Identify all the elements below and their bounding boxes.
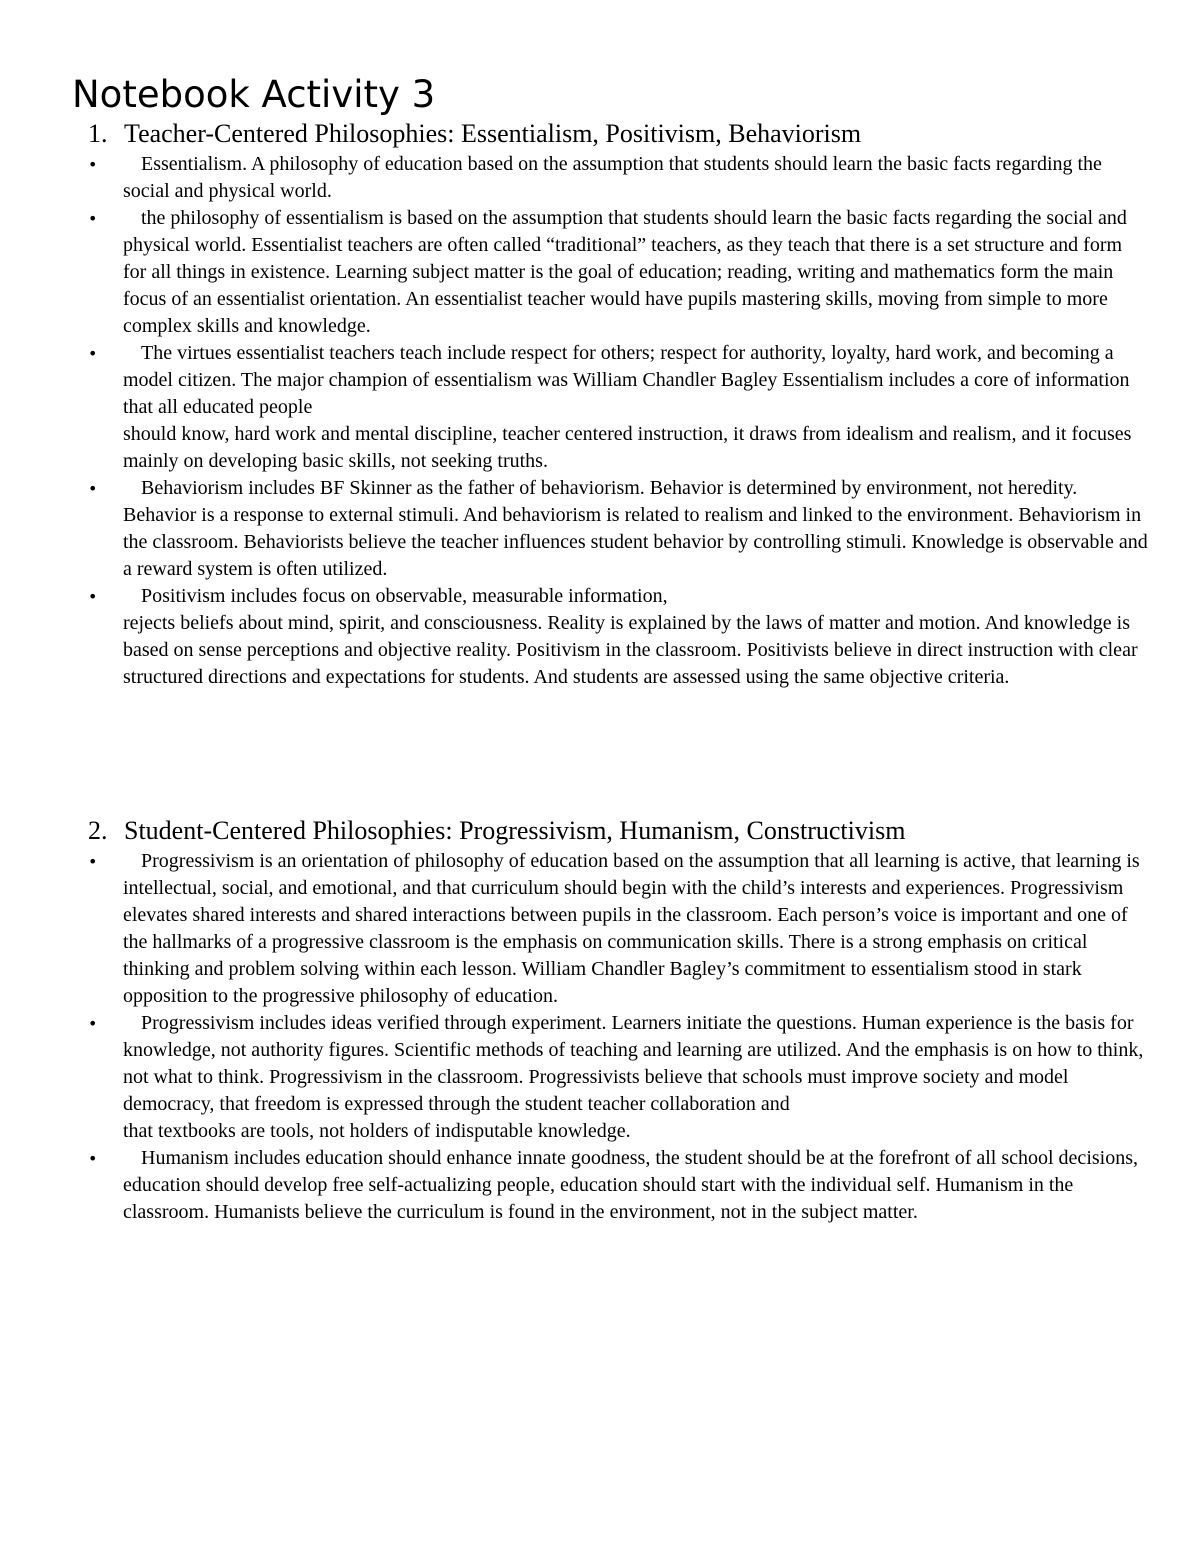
list-item-continuation: rejects beliefs about mind, spirit, and consciousness. Reality is explained by the laws of matter and motion. And knowledge is based on sense perceptions and objective reality. Positivism in the classroom. Positivists believe in direct instruction with clear structured directions and expectations for students. And students are assessed using the same objective criteria. [123, 612, 1138, 688]
section-1-heading [88, 118, 861, 150]
list-item [88, 475, 1148, 583]
bullet-icon: • [88, 155, 98, 174]
bullet-icon: • [88, 852, 98, 871]
list-item [88, 151, 1148, 205]
list-item [88, 1145, 1148, 1226]
list-item-text: the philosophy of essentialism is based on the assumption that students should learn the basic facts regarding the social and physical world. Essentialist teachers are often called “traditional” teachers, as they teach that there is a set structure and form for all things in existence. Learning subject matter is the goal of education; reading, writing and mathematics form the main focus of an essentialist orientation. An essentialist teacher would have pupils mastering skills, moving from simple to more complex skills and knowledge. [123, 207, 1127, 337]
document-title: Notebook Activity 3 [72, 73, 436, 116]
section-1-title: Teacher-Centered Philosophies: Essentialism, Positivism, Behaviorism [124, 119, 862, 148]
list-item-text: The virtues essentialist teachers teach include respect for others; respect for authority, loyalty, hard work, and becoming a model citizen. The major champion of essentialism was William Chandler Bagley Essentialism includes a core of information that all educated people [123, 342, 1130, 418]
list-item [88, 1010, 1148, 1145]
section-1-number: 1. [88, 119, 108, 148]
list-item [88, 205, 1148, 340]
section-2-list [88, 848, 1148, 1226]
bullet-icon: • [88, 1014, 98, 1033]
section-2-title: Student-Centered Philosophies: Progressivism, Humanism, Constructivism [124, 816, 906, 845]
bullet-icon: • [88, 344, 98, 363]
section-1-list [88, 151, 1148, 691]
bullet-icon: • [88, 587, 98, 606]
section-2-heading [88, 815, 905, 847]
section-2-number: 2. [88, 816, 108, 845]
bullet-icon: • [88, 209, 98, 228]
list-item [88, 583, 1148, 691]
list-item [88, 848, 1148, 1010]
list-item-text: Progressivism is an orientation of philosophy of education based on the assumption that all learning is active, that learning is intellectual, social, and emotional, and that curriculum should begin with the child’s interests and experiences. Progressivism elevates shared interests and shared interactions between pupils in the classroom. Each person’s voice is important and one of the hallmarks of a progressive classroom is the emphasis on communication skills. There is a strong emphasis on critical thinking and problem solving within each lesson. William Chandler Bagley’s commitment to essentialism stood in stark opposition to the progressive philosophy of education. [123, 850, 1140, 1007]
bullet-icon: • [88, 1149, 98, 1168]
list-item-text: Positivism includes focus on observable, measurable information, [141, 585, 668, 607]
list-item-text: Essentialism. A philosophy of education based on the assumption that students should learn the basic facts regarding the social and physical world. [123, 153, 1102, 202]
list-item-continuation: should know, hard work and mental discipline, teacher centered instruction, it draws from idealism and realism, and it focuses mainly on developing basic skills, not seeking truths. [123, 423, 1132, 472]
list-item-text: Progressivism includes ideas verified through experiment. Learners initiate the questions. Human experience is the basis for knowledge, not authority figures. Scientific methods of teaching and learning are utilized. And the emphasis is on how to think, not what to think. Progressivism in the classroom. Progressivists believe that schools must improve society and model democracy, that freedom is expressed through the student teacher collaboration and [123, 1012, 1144, 1115]
list-item-text: Behaviorism includes BF Skinner as the father of behaviorism. Behavior is determined by environment, not heredity. Behavior is a response to external stimuli. And behaviorism is related to realism and linked to the environment. Behaviorism in the classroom. Behaviorists believe the teacher influences student behavior by controlling stimuli. Knowledge is observable and a reward system is often utilized. [123, 477, 1148, 580]
list-item-text: Humanism includes education should enhance innate goodness, the student should be at the forefront of all school decisions, education should develop free self-actualizing people, education should start with the individual self. Humanism in the classroom. Humanists believe the curriculum is found in the environment, not in the subject matter. [123, 1147, 1138, 1223]
bullet-icon: • [88, 479, 98, 498]
list-item [88, 340, 1148, 475]
list-item-continuation: that textbooks are tools, not holders of indisputable knowledge. [123, 1120, 631, 1142]
